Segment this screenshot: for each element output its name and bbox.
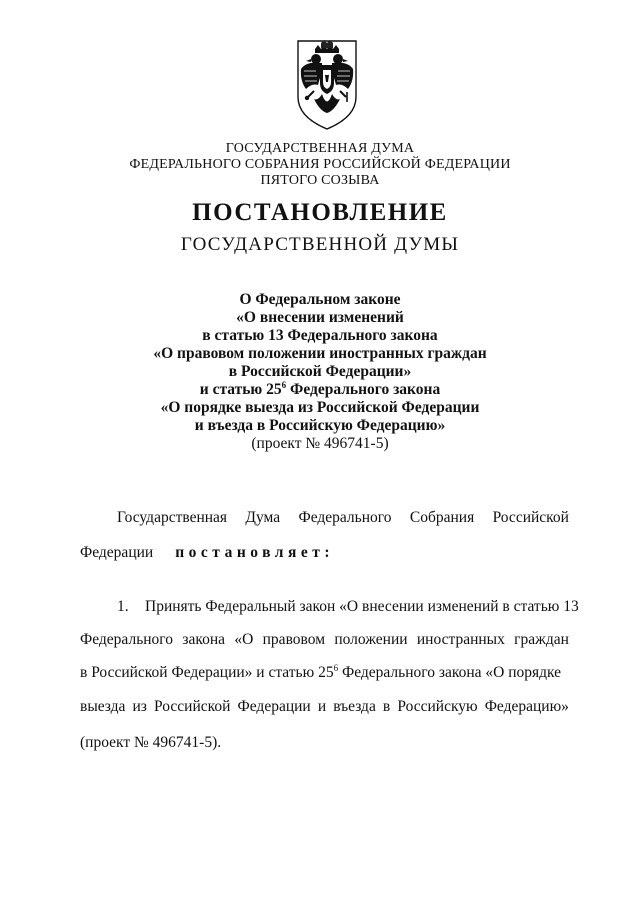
law-title-line-3: в статью 13 Федерального закона <box>202 327 438 344</box>
item-1-line-3-text: в Российской Федерации» и статью 25 <box>80 664 334 681</box>
item-word: выезда <box>80 698 126 715</box>
item-word: Российскую <box>397 698 478 715</box>
item-word: в <box>382 698 391 715</box>
item-word: правовом <box>262 631 326 648</box>
document-type-title: ПОСТАНОВЛЕНИЕ <box>192 199 448 226</box>
item-1-line-2 <box>80 630 569 650</box>
item-word: Федерации <box>237 698 311 715</box>
item-word: закона <box>182 631 226 648</box>
law-title-line-5: в Российской Федерации» <box>228 363 412 380</box>
law-title-line-7: «О порядке выезда из Российской Федерации <box>160 399 480 416</box>
intro-word: Собрания <box>409 509 475 526</box>
item-1-line-1-text: Принять Федеральный закон «О внесении изменений в статью 13 <box>145 598 579 615</box>
org-name-line-1: ГОСУДАРСТВЕННАЯ ДУМА <box>225 141 415 156</box>
item-word: «О <box>234 631 254 648</box>
coat-of-arms-icon <box>296 39 358 131</box>
item-word: из <box>132 698 147 715</box>
item-1-line-1 <box>117 597 579 617</box>
item-word: Российской <box>154 698 231 715</box>
intro-word: Федерального <box>298 509 392 526</box>
law-title-line-6-rest: Федерального закона <box>286 381 441 398</box>
law-title-line-2: «О внесении изменений <box>236 309 404 326</box>
convocation-line: ПЯТОГО СОЗЫВА <box>260 173 380 188</box>
intro-line-2 <box>80 543 334 563</box>
intro-word: Государственная <box>117 509 228 526</box>
intro-line-1 <box>117 508 569 528</box>
law-title-line-6-text: и статью 25 <box>199 381 282 398</box>
item-1-line-3-rest: Федерального закона «О порядке <box>338 664 562 681</box>
intro-word: Дума <box>245 509 281 526</box>
item-1-line-3 <box>80 663 569 683</box>
item-word: положении <box>334 631 408 648</box>
law-title-line-6 <box>0 381 640 399</box>
item-word: и <box>317 698 327 715</box>
document-issuer-subtitle: ГОСУДАРСТВЕННОЙ ДУМЫ <box>180 234 460 255</box>
item-1-line-4 <box>80 697 569 717</box>
law-title-line-4: «О правовом положении иностранных граждан <box>153 345 487 362</box>
law-title-line-8: и въезда в Российскую Федерацию» <box>194 417 446 434</box>
intro-word: Российской <box>492 509 569 526</box>
article-superscript: 6 <box>333 662 339 673</box>
article-superscript: 6 <box>281 379 287 390</box>
resolves-word: постановляет: <box>175 544 335 561</box>
law-title-line-1: О Федеральном законе <box>239 291 401 308</box>
item-word: Федерального <box>80 631 174 648</box>
law-title-block <box>0 291 640 453</box>
project-number: (проект № 496741-5) <box>251 435 389 452</box>
item-word: въезда <box>333 698 376 715</box>
item-word: Федерацию» <box>484 698 569 715</box>
item-number: 1. <box>117 598 129 615</box>
item-word: граждан <box>514 631 569 648</box>
intro-line-2-text: Федерации <box>80 544 154 561</box>
item-word: иностранных <box>416 631 505 648</box>
org-name-line-2: ФЕДЕРАЛЬНОГО СОБРАНИЯ РОССИЙСКОЙ ФЕДЕРАЦИИ <box>129 157 511 172</box>
item-1-line-5: (проект № 496741-5). <box>80 734 222 751</box>
